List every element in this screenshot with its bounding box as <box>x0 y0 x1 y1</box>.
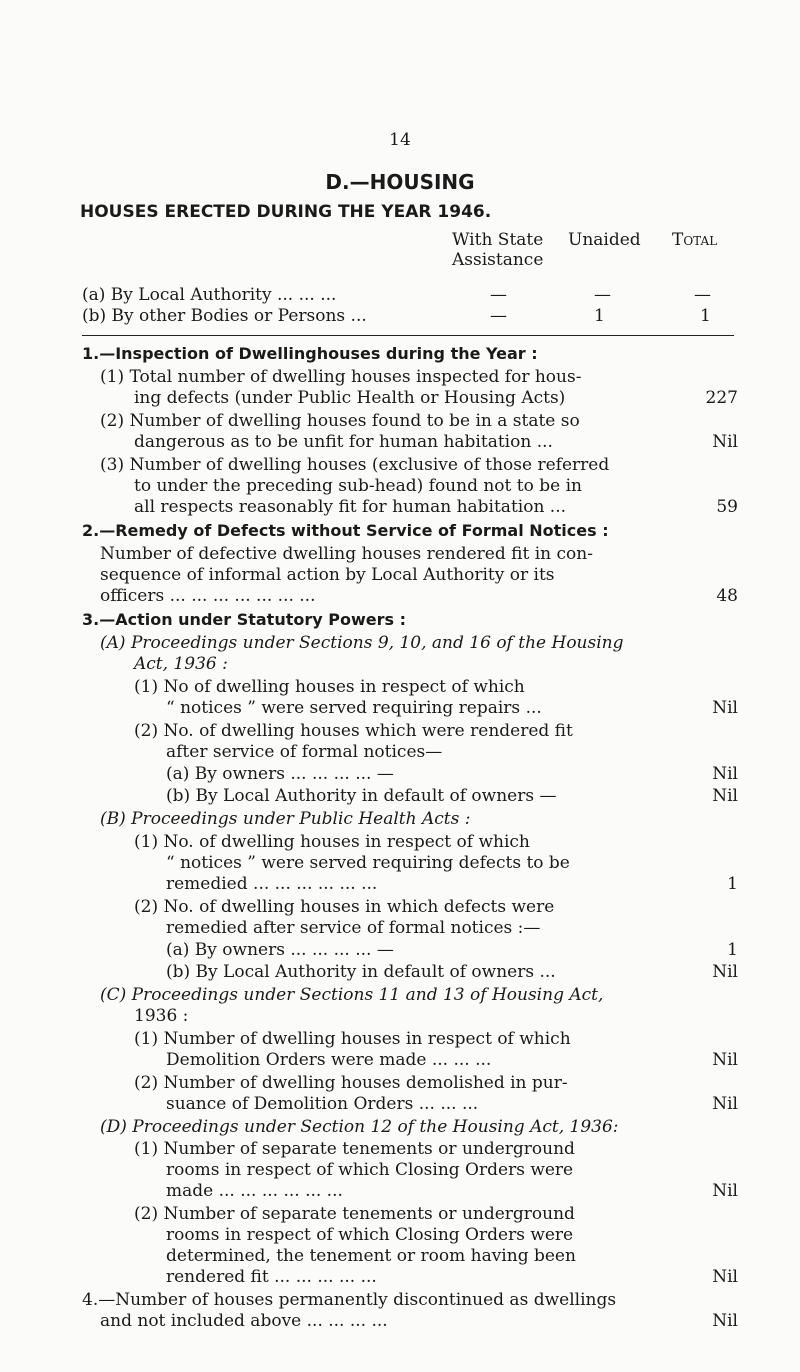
page-number: 14 <box>389 130 411 150</box>
s1-item3-value: 59 <box>716 497 738 517</box>
s3-C2-value: Nil <box>712 1094 738 1114</box>
col-header-state-2: Assistance <box>452 250 544 270</box>
s1-item2-line: (2) Number of dwelling houses found to be in a state so <box>100 411 580 431</box>
s3-C1-line: Demolition Orders were made ... ... ... <box>166 1050 492 1070</box>
s3-B2a-value: 1 <box>727 940 738 960</box>
s4-value: Nil <box>712 1311 738 1331</box>
s3-C2-line: suance of Demolition Orders ... ... ... <box>166 1094 479 1114</box>
s3-D1-value: Nil <box>712 1181 738 1201</box>
table-cell-state: — <box>490 306 507 326</box>
s3-A-heading: Act, 1936 : <box>134 654 228 674</box>
s3-D1-line: (1) Number of separate tenements or underground <box>134 1139 575 1159</box>
s3-B2a-line: (a) By owners ... ... ... ... — <box>166 940 394 960</box>
s3-A2-line: after service of formal notices— <box>166 742 443 762</box>
s3-A-heading: (A) Proceedings under Sections 9, 10, and 16 of the Housing <box>100 633 624 653</box>
table-cell-unaided: — <box>594 285 611 305</box>
table-cell-unaided: 1 <box>594 306 605 326</box>
s1-item1-line: (1) Total number of dwelling houses inspected for hous- <box>100 367 582 387</box>
col-header-total: Total <box>672 230 718 250</box>
s3-B2b-value: Nil <box>712 962 738 982</box>
s3-D2-value: Nil <box>712 1267 738 1287</box>
s4-line: and not included above ... ... ... ... <box>100 1311 388 1331</box>
s3-D2-line: (2) Number of separate tenements or underground <box>134 1204 575 1224</box>
table-row-label: (b) By other Bodies or Persons ... <box>82 306 367 326</box>
s1-item3-line: all respects reasonably fit for human habitation ... <box>134 497 567 517</box>
s3-A2-line: (2) No. of dwelling houses which were rendered fit <box>134 721 573 741</box>
s2-line: sequence of informal action by Local Authority or its <box>100 565 555 585</box>
section-title: D.—HOUSING <box>325 170 475 194</box>
erected-heading: HOUSES ERECTED DURING THE YEAR 1946. <box>80 202 492 222</box>
s3-C1-value: Nil <box>712 1050 738 1070</box>
s1-item3-line: (3) Number of dwelling houses (exclusive of those referred <box>100 455 610 475</box>
s2-line: officers ... ... ... ... ... ... ... <box>100 586 316 606</box>
divider-rule <box>82 335 734 336</box>
s3-A2b-value: Nil <box>712 786 738 806</box>
s3-D2-line: determined, the tenement or room having been <box>166 1246 576 1266</box>
s3-C2-line: (2) Number of dwelling houses demolished in pur- <box>134 1073 568 1093</box>
s3-D-heading: (D) Proceedings under Section 12 of the Housing Act, 1936: <box>100 1117 619 1137</box>
s3-B1-line: (1) No. of dwelling houses in respect of which <box>134 832 530 852</box>
s2-heading: 2.—Remedy of Defects without Service of Formal Notices : <box>82 521 609 540</box>
s3-B1-line: “ notices ” were served requiring defects to be <box>166 853 570 873</box>
s3-D1-line: made ... ... ... ... ... ... <box>166 1181 343 1201</box>
s1-item2-value: Nil <box>712 432 738 452</box>
s3-A2a-line: (a) By owners ... ... ... ... — <box>166 764 394 784</box>
s4-line: 4.—Number of houses permanently discontinued as dwellings <box>82 1290 617 1310</box>
s1-item1-line: ing defects (under Public Health or Housing Acts) <box>134 388 566 408</box>
table-cell-total: 1 <box>700 306 711 326</box>
s2-value: 48 <box>716 586 738 606</box>
table-cell-total: — <box>694 285 711 305</box>
s3-A1-line: “ notices ” were served requiring repairs ... <box>166 698 542 718</box>
table-cell-state: — <box>490 285 507 305</box>
s3-D1-line: rooms in respect of which Closing Orders were <box>166 1160 574 1180</box>
s1-item1-value: 227 <box>705 388 738 408</box>
s2-line: Number of defective dwelling houses rendered fit in con- <box>100 544 593 564</box>
s1-item3-line: to under the preceding sub-head) found not to be in <box>134 476 582 496</box>
col-header-unaided: Unaided <box>568 230 641 250</box>
s1-heading: 1.—Inspection of Dwellinghouses during the Year : <box>82 344 538 363</box>
s3-A2b-line: (b) By Local Authority in default of owners — <box>166 786 557 806</box>
s3-C1-line: (1) Number of dwelling houses in respect of which <box>134 1029 571 1049</box>
s3-A2a-value: Nil <box>712 764 738 784</box>
s3-D2-line: rendered fit ... ... ... ... ... <box>166 1267 377 1287</box>
s3-A1-value: Nil <box>712 698 738 718</box>
s3-B2-line: remedied after service of formal notices :— <box>166 918 541 938</box>
table-row-label: (a) By Local Authority ... ... ... <box>82 285 337 305</box>
s3-A1-line: (1) No of dwelling houses in respect of which <box>134 677 525 697</box>
s3-D2-line: rooms in respect of which Closing Orders were <box>166 1225 574 1245</box>
s3-C-heading: 1936 : <box>134 1006 189 1026</box>
s3-B-heading: (B) Proceedings under Public Health Acts : <box>100 809 471 829</box>
s1-item2-line: dangerous as to be unfit for human habitation ... <box>134 432 553 452</box>
col-header-state: With State <box>452 230 544 250</box>
s3-B2-line: (2) No. of dwelling houses in which defects were <box>134 897 555 917</box>
s3-B1-line: remedied ... ... ... ... ... ... <box>166 874 378 894</box>
s3-C-heading: (C) Proceedings under Sections 11 and 13 of Housing Act, <box>100 985 604 1005</box>
s3-B1-value: 1 <box>727 874 738 894</box>
s3-B2b-line: (b) By Local Authority in default of owners ... <box>166 962 556 982</box>
s3-heading: 3.—Action under Statutory Powers : <box>82 610 406 629</box>
